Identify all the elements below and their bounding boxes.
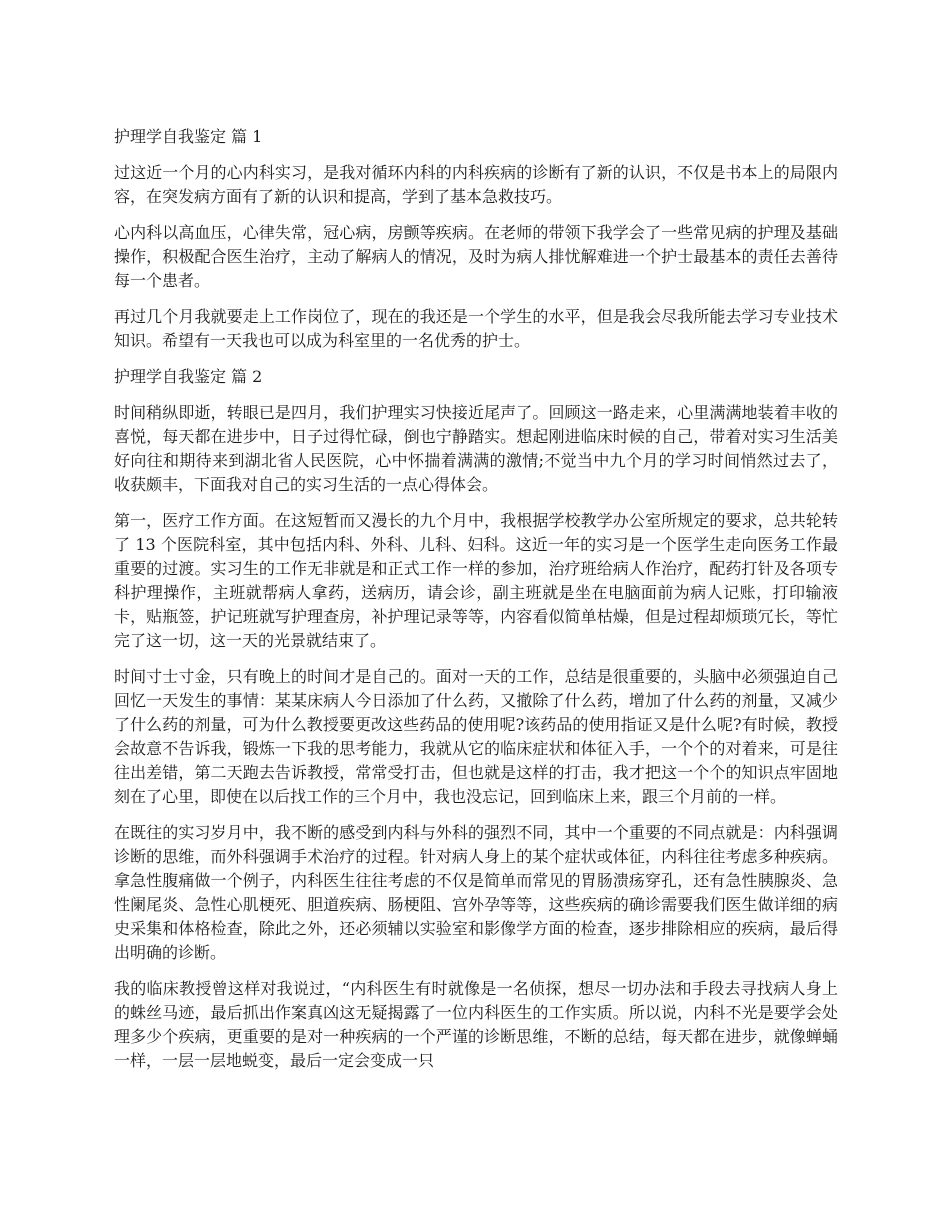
document-page [114, 125, 838, 1085]
paragraph: 再过几个月我就要走上工作岗位了，现在的我还是一个学生的水平，但是我会尽我所能去学习专业技术知识。希望有一天我也可以成为科室里的一名优秀的护士。 [114, 307, 838, 350]
paragraph: 时间稍纵即逝，转眼已是四月，我们护理实习快接近尾声了。回顾这一路走来，心里满满地装着丰收的喜悦，每天都在进步中，日子过得忙碌，倒也宁静踏实。想起刚进临床时候的自己，带着对实习生活美好向往和期待来到湖北省人民医院，心中怀揣着满满的激情;不觉当中九个月的学习时间悄然过去了，收获颇丰，下面我对自己的实习生活的一点心得体会。 [114, 403, 838, 494]
paragraph: 心内科以高血压，心律失常，冠心病，房颤等疾病。在老师的带领下我学会了一些常见病的护理及基础操作，积极配合医生治疗，主动了解病人的情况，及时为病人排忧解难进一个护士最基本的责任去善待每一个患者。 [114, 223, 838, 290]
section-heading: 护理学自我鉴定 篇 2 [114, 367, 263, 386]
section-2 [114, 365, 838, 1073]
section-heading: 护理学自我鉴定 篇 1 [114, 127, 263, 146]
section-1 [114, 125, 838, 353]
paragraph: 时间寸士寸金，只有晚上的时间才是自己的。面对一天的工作，总结是很重要的，头脑中必须强迫自己回忆一天发生的事情：某某床病人今日添加了什么药，又撤除了什么药，增加了什么药的剂量，又减少了什么药的剂量，可为什么教授要更改这些药品的使用呢?该药品的使用指证又是什么呢?有时候，教授会故意不告诉我，锻炼一下我的思考能力，我就从它的临床症状和体征入手，一个个的对着来，可是往往出差错，第二天跑去告诉教授，常常受打击，但也就是这样的打击，我才把这一个个的知识点牢固地刻在了心里，即使在以后找工作的三个月中，我也没忘记，回到临床上来，跟三个月前的一样。 [114, 667, 838, 806]
paragraph: 我的临床教授曾这样对我说过，“内科医生有时就像是一名侦探，想尽一切办法和手段去寻找病人身上的蛛丝马迹，最后抓出作案真凶这无疑揭露了一位内科医生的工作实质。所以说，内科不光是要学会处理多少个疾病，更重要的是对一种疾病的一个严谨的诊断思维，不断的总结，每天都在进步，就像蝉蛹一样，一层一层地蜕变，最后一定会变成一只 [114, 979, 838, 1070]
paragraph: 在既往的实习岁月中，我不断的感受到内科与外科的强烈不同，其中一个重要的不同点就是：内科强调诊断的思维，而外科强调手术治疗的过程。针对病人身上的某个症状或体征，内科往往考虑多种疾病。拿急性腹痛做一个例子，内科医生往往考虑的不仅是简单而常见的胃肠溃疡穿孔，还有急性胰腺炎、急性阑尾炎、急性心肌梗死、胆道疾病、肠梗阻、宫外孕等等，这些疾病的确诊需要我们医生做详细的病史采集和体格检查，除此之外，还必须辅以实验室和影像学方面的检查，逐步排除相应的疾病，最后得出明确的诊断。 [114, 823, 838, 962]
paragraph: 过这近一个月的心内科实习，是我对循环内科的内科疾病的诊断有了新的认识，不仅是书本上的局限内容，在突发病方面有了新的认识和提高，学到了基本急救技巧。 [114, 163, 838, 206]
paragraph: 第一，医疗工作方面。在这短暂而又漫长的九个月中，我根据学校教学办公室所规定的要求，总共轮转了 13 个医院科室，其中包括内科、外科、儿科、妇科。这近一年的实习是一个医学生走向医务工作最重要的过渡。实习生的工作无非就是和正式工作一样的参加，治疗班给病人作治疗，配药打针及各项专科护理操作，主班就帮病人拿药，送病历，请会诊，副主班就是坐在电脑面前为病人记账，打印输液卡，贴瓶签，护记班就写护理查房，补护理记录等等，内容看似简单枯燥，但是过程却烦琐冗长，等忙完了这一切，这一天的光景就结束了。 [114, 511, 838, 650]
